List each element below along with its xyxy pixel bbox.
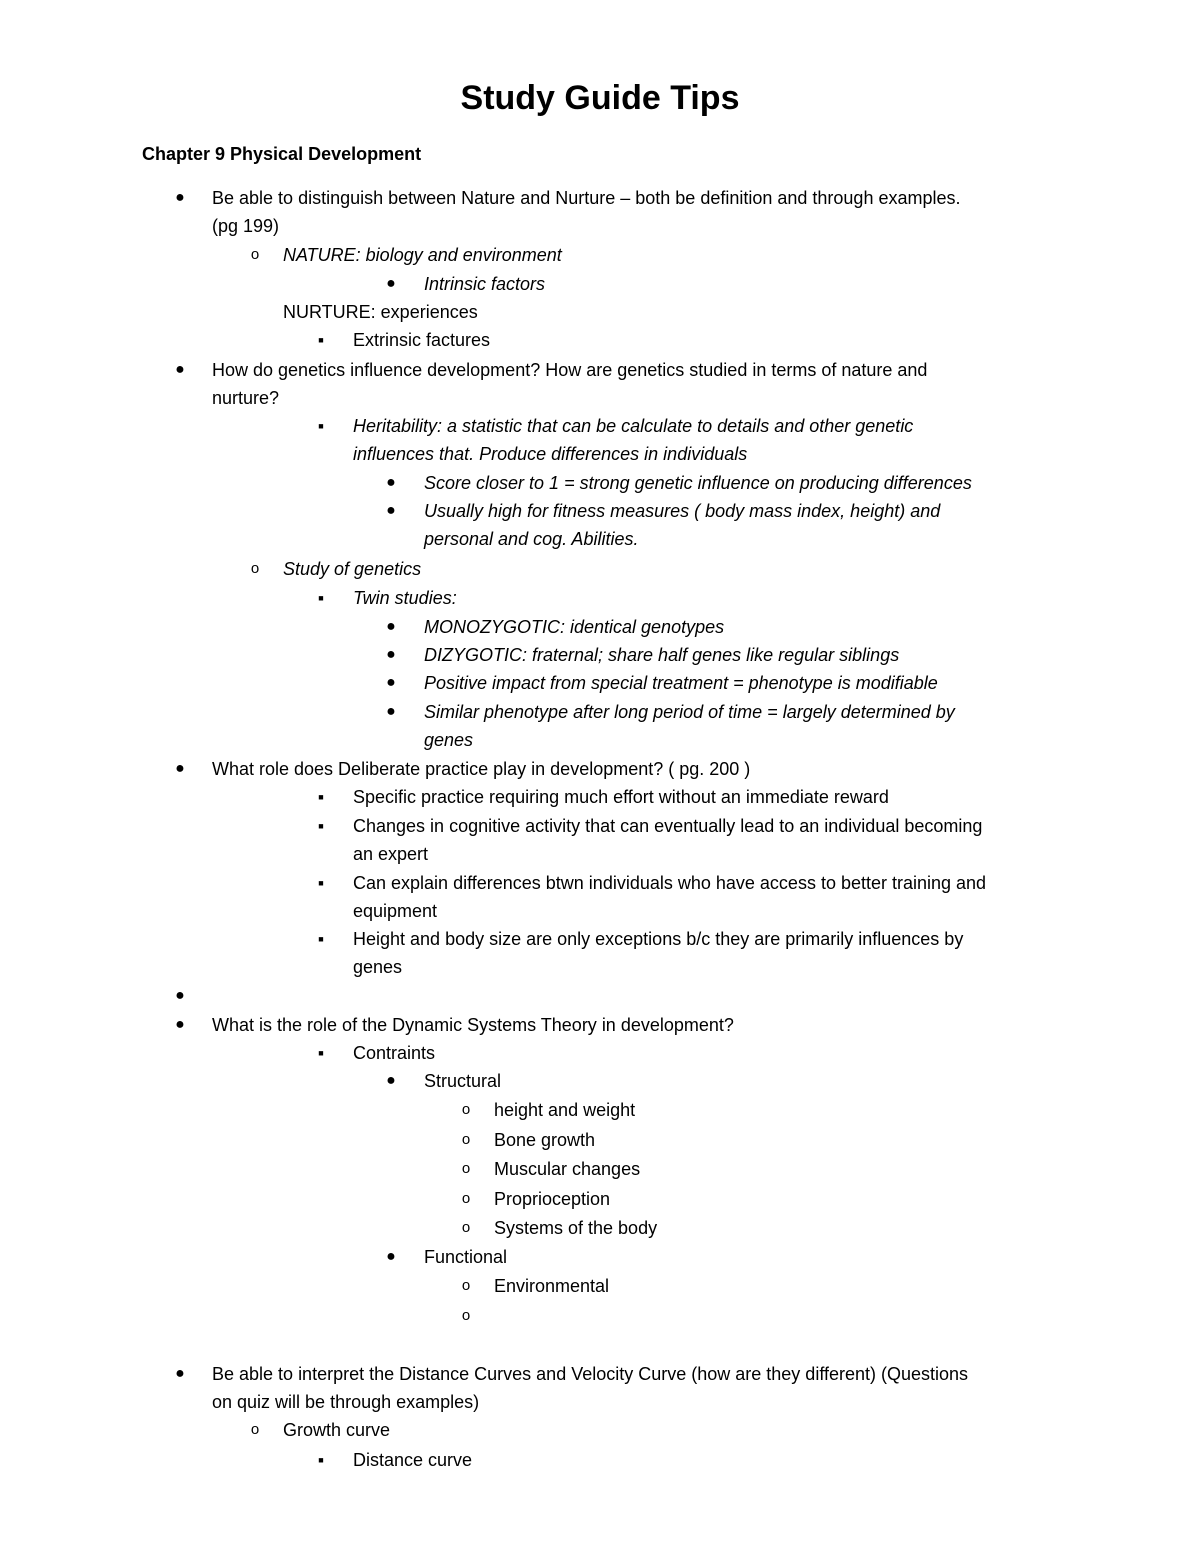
list-item: Growth curve (283, 1420, 391, 1440)
list-item: Specific practice requiring much effort without an immediate reward (353, 787, 889, 807)
list-item: How do genetics influence development? How are genetics studied in terms of nature and (212, 360, 928, 380)
disc-bullet-icon: ● (175, 987, 185, 1004)
circle-bullet-icon: o (250, 1421, 260, 1438)
square-bullet-icon: ■ (318, 1455, 324, 1465)
disc-bullet-icon: ● (386, 618, 396, 635)
disc-bullet-icon: ● (175, 189, 185, 206)
list-item: Proprioception (494, 1189, 611, 1209)
list-item-continuation: equipment (353, 901, 438, 921)
list-item: Study of genetics (283, 559, 422, 579)
list-item: Changes in cognitive activity that can eventually lead to an individual becoming (353, 816, 983, 836)
list-item: Usually high for fitness measures ( body mass index, height) and (424, 501, 941, 521)
list-item: Environmental (494, 1276, 610, 1296)
list-item: Can explain differences btwn individuals who have access to better training and (353, 873, 987, 893)
square-bullet-icon: ■ (318, 878, 324, 888)
list-item: Contraints (353, 1043, 436, 1063)
disc-bullet-icon: ● (386, 502, 396, 519)
square-bullet-icon: ■ (318, 792, 324, 802)
circle-bullet-icon: o (250, 246, 260, 263)
circle-bullet-icon: o (250, 560, 260, 577)
square-bullet-icon: ■ (318, 335, 324, 345)
list-item: Height and body size are only exceptions b/c they are primarily influences by (353, 929, 964, 949)
list-item-continuation: personal and cog. Abilities. (424, 529, 639, 549)
disc-bullet-icon: ● (386, 674, 396, 691)
disc-bullet-icon: ● (386, 646, 396, 663)
square-bullet-icon: ■ (318, 821, 324, 831)
square-bullet-icon: ■ (318, 1048, 324, 1058)
list-item: Intrinsic factors (424, 274, 546, 294)
circle-bullet-icon: o (461, 1101, 471, 1118)
disc-bullet-icon: ● (175, 1365, 185, 1382)
circle-bullet-icon: o (461, 1190, 471, 1207)
list-item: Functional (424, 1247, 508, 1267)
list-item-continuation: (pg 199) (212, 216, 280, 236)
square-bullet-icon: ■ (318, 421, 324, 431)
list-item: What role does Deliberate practice play in development? ( pg. 200 ) (212, 759, 751, 779)
list-item: height and weight (494, 1100, 636, 1120)
list-item: What is the role of the Dynamic Systems Theory in development? (212, 1015, 734, 1035)
circle-bullet-icon: o (461, 1307, 471, 1324)
list-item: Structural (424, 1071, 502, 1091)
disc-bullet-icon: ● (386, 474, 396, 491)
list-item: Muscular changes (494, 1159, 641, 1179)
list-item: Score closer to 1 = strong genetic influence on producing differences (424, 473, 972, 493)
list-item: DIZYGOTIC: fraternal; share half genes like regular siblings (424, 645, 900, 665)
list-item: Be able to interpret the Distance Curves and Velocity Curve (how are they different) (Questions (212, 1364, 969, 1384)
list-item: MONOZYGOTIC: identical genotypes (424, 617, 725, 637)
list-item: NATURE: biology and environment (283, 245, 562, 265)
list-item: Systems of the body (494, 1218, 658, 1238)
circle-bullet-icon: o (461, 1219, 471, 1236)
list-item-continuation: genes (424, 730, 474, 750)
square-bullet-icon: ■ (318, 593, 324, 603)
list-item-continuation: on quiz will be through examples) (212, 1392, 480, 1412)
list-item: Positive impact from special treatment = phenotype is modifiable (424, 673, 938, 693)
list-item-continuation: an expert (353, 844, 429, 864)
list-item: Heritability: a statistic that can be calculate to details and other genetic (353, 416, 914, 436)
disc-bullet-icon: ● (386, 1072, 396, 1089)
list-item: Bone growth (494, 1130, 596, 1150)
page-title: Study Guide Tips (460, 79, 740, 117)
list-item-continuation: influences that. Produce differences in individuals (353, 444, 748, 464)
square-bullet-icon: ■ (318, 934, 324, 944)
disc-bullet-icon: ● (175, 760, 185, 777)
circle-bullet-icon: o (461, 1131, 471, 1148)
list-item: Extrinsic factures (353, 330, 491, 350)
list-item: Similar phenotype after long period of time = largely determined by (424, 702, 955, 722)
disc-bullet-icon: ● (175, 361, 185, 378)
list-item: NURTURE: experiences (283, 302, 478, 322)
list-item: Twin studies: (353, 588, 457, 608)
disc-bullet-icon: ● (386, 1248, 396, 1265)
disc-bullet-icon: ● (175, 1016, 185, 1033)
list-item: Distance curve (353, 1450, 473, 1470)
disc-bullet-icon: ● (386, 275, 396, 292)
chapter-heading: Chapter 9 Physical Development (142, 144, 422, 164)
disc-bullet-icon: ● (386, 703, 396, 720)
circle-bullet-icon: o (461, 1160, 471, 1177)
list-item-continuation: genes (353, 957, 403, 977)
list-item-continuation: nurture? (212, 388, 280, 408)
list-item: Be able to distinguish between Nature and Nurture – both be definition and through examples. (212, 188, 961, 208)
circle-bullet-icon: o (461, 1277, 471, 1294)
